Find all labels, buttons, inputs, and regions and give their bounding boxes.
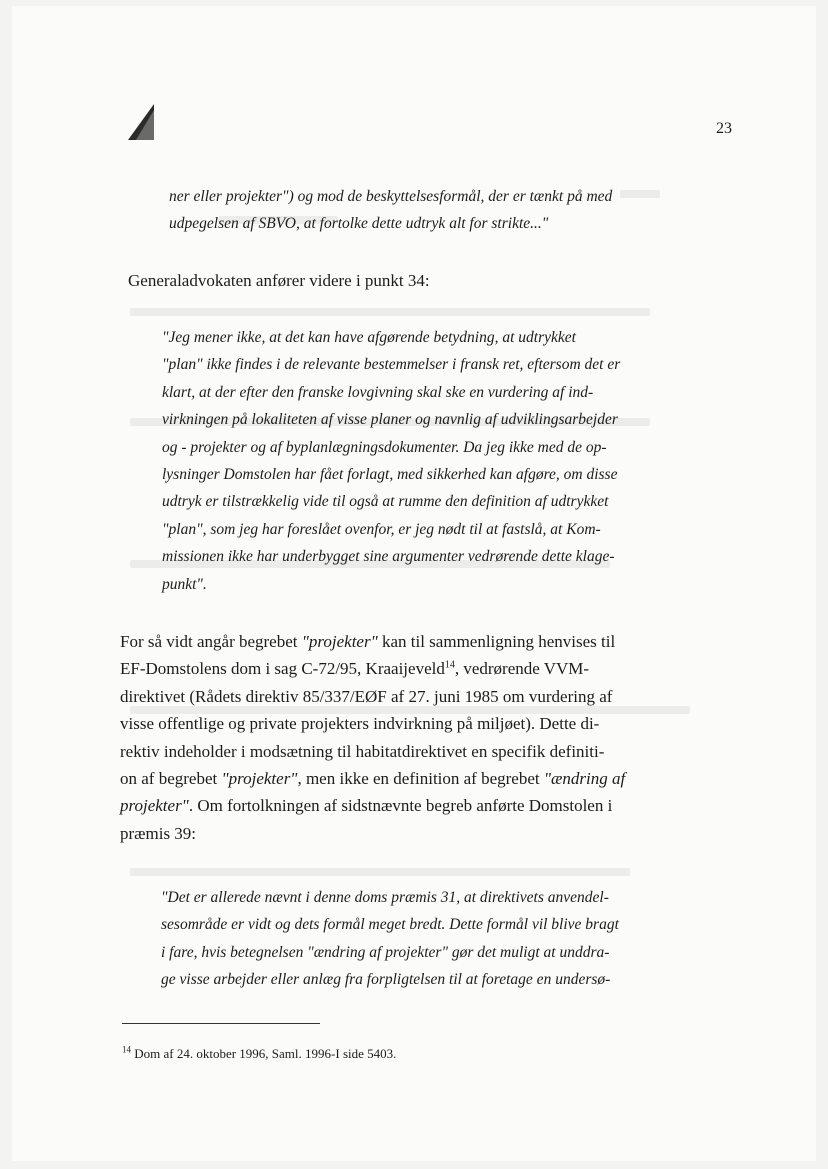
quote-line: i fare, hvis betegnelsen "ændring af projekter" gør det muligt at unddra-	[161, 943, 610, 961]
page-number: 23	[716, 120, 732, 137]
footnote-number: 14	[122, 1044, 131, 1055]
body-text: For så vidt angår begrebet	[120, 632, 302, 651]
body-line	[120, 628, 638, 655]
body-line: rektiv indeholder i modsætning til habitatdirektivet en specifik definiti-	[120, 741, 605, 761]
footnote-divider	[122, 1023, 320, 1024]
body-text: , vedrørende VVM-	[454, 659, 590, 679]
bleed-through-mark	[130, 308, 650, 316]
intro-text: Generaladvokaten anfører videre i punkt 34:	[128, 271, 430, 290]
body-line: direktivet (Rådets direktiv 85/337/EØF af 27. juni 1985 om vurdering af	[120, 686, 613, 706]
footnote-reference[interactable]: 14	[444, 659, 455, 671]
quote-line: "Det er allerede nævnt i denne doms præmis 31, at direktivets anvendel-	[161, 889, 609, 906]
body-line: visse offentlige og private projekters indvirkning på miljøet). Dette di-	[120, 714, 600, 734]
publisher-logo-icon	[128, 104, 154, 140]
term-aendring-af-projekter: "ændring af	[543, 769, 626, 789]
body-text: on af begrebet	[120, 769, 222, 789]
body-text: , men ikke en definition af begrebet	[297, 769, 544, 789]
quote-line: missionen ikke har underbygget sine argumenter vedrørende dette klage-	[162, 548, 615, 566]
term-aendring-af-projekter: projekter"	[120, 796, 189, 816]
body-line	[120, 765, 638, 792]
quote-line: klart, at der efter den franske lovgivning skal ske en vurdering af ind-	[162, 383, 594, 401]
body-text: kan til sammenligning henvises til	[377, 632, 616, 651]
quote-line: "Jeg mener ikke, at det kan have afgørende betydning, at udtrykket	[162, 329, 576, 346]
block-quote	[161, 884, 639, 994]
bleed-through-mark	[130, 868, 630, 876]
quote-line: og - projekter og af byplanlægningsdokumenter. Da jeg ikke med de op-	[162, 438, 607, 456]
footnote	[122, 1046, 396, 1062]
quote-line: ge visse arbejder eller anlæg fra forpligtelsen til at foretage en undersø-	[161, 971, 611, 989]
body-line	[120, 655, 638, 682]
quote-line: ner eller projekter") og mod de beskyttelsesformål, der er tænkt på med	[169, 188, 613, 205]
quote-line: punkt".	[162, 575, 207, 593]
quote-line: "plan", som jeg har foreslået ovenfor, er jeg nødt til at fastslå, at Kom-	[162, 520, 601, 538]
quote-line: lysninger Domstolen har fået forlagt, med sikkerhed kan afgøre, om disse	[162, 466, 618, 484]
paragraph-intro	[128, 267, 430, 294]
block-quote	[162, 324, 638, 598]
quote-line: virkningen på lokaliteten af visse planer og navnlig af udviklingsarbejder	[162, 411, 618, 429]
quote-continuation	[169, 183, 645, 238]
quote-line: "plan" ikke findes i de relevante bestemmelser i fransk ret, eftersom det er	[162, 356, 621, 374]
footnote-text: Dom af 24. oktober 1996, Saml. 1996-I side 5403.	[131, 1046, 397, 1061]
body-text: EF-Domstolens dom i sag C-72/95, Kraaijeveld	[120, 659, 445, 679]
term-projekter: "projekter"	[221, 769, 298, 789]
quote-line: sesområde er vidt og dets formål meget bredt. Dette formål vil blive bragt	[161, 916, 619, 934]
body-line: præmis 39:	[120, 823, 197, 843]
body-text: . Om fortolkningen af sidstnævnte begreb anførte Domstolen i	[188, 796, 613, 816]
body-line	[120, 792, 638, 819]
body-paragraph	[120, 628, 638, 847]
quote-line: udpegelsen af SBVO, at fortolke dette udtryk alt for strikte..."	[169, 215, 549, 233]
term-projekter: "projekter"	[301, 632, 378, 651]
quote-line: udtryk er tilstrækkelig vide til også at rumme den definition af udtrykket	[162, 493, 609, 511]
